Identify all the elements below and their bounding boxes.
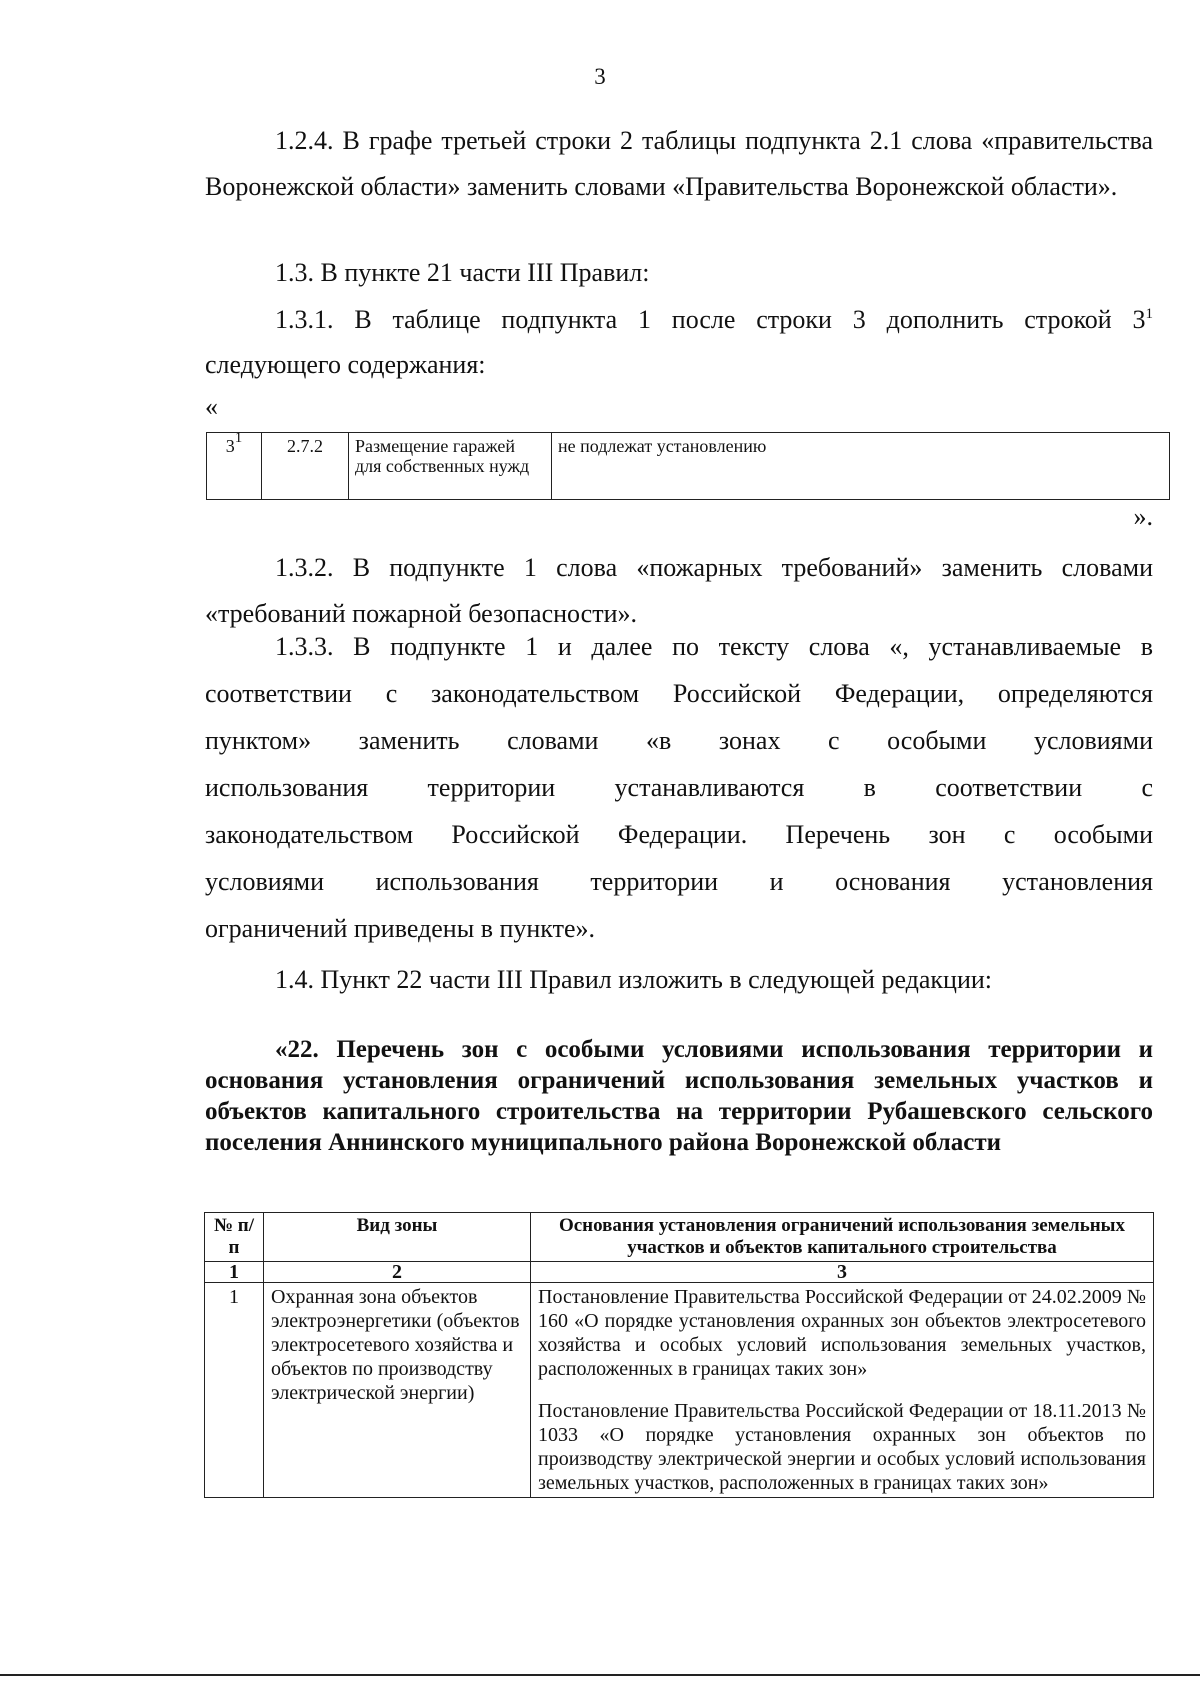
paragraph-1-3-1-continuation: следующего содержания: (205, 350, 486, 379)
paragraph-line: пунктом» заменить словами «в зонах с особыми условиями (205, 726, 1153, 755)
section-22-heading: «22. Перечень зон с особыми условиями использования территории и основания установления ограничений использования земельных участков и объектов капитального строительства на территории Рубашевского сельского поселения Аннинского муниципального района Воронежской области (205, 1036, 1153, 1156)
value-cell: не подлежат установлению (552, 433, 1170, 500)
column-number: 1 (205, 1262, 264, 1283)
page-number: 3 (594, 64, 606, 89)
superscript: 1 (1145, 306, 1153, 322)
header-zone-type: Вид зоны (264, 1213, 531, 1262)
paragraph-line: условиями использования территории и основания установления (205, 867, 1153, 896)
basis-cell (531, 1283, 1154, 1498)
name-cell: Размещение гаражей для собственных нужд (349, 433, 552, 500)
basis-document: Постановление Правительства Российской Федерации от 24.02.2009 № 160 «О порядке установления охранных зон объектов электросетевого хозяйства и особых условий использования земельных участков, расположенных в границах таких зон» (538, 1286, 1146, 1380)
column-number: 2 (264, 1262, 531, 1283)
paragraph-1-2-4: 1.2.4. В графе третьей строки 2 таблицы подпункта 2.1 слова «правительства Воронежской области» заменить словами «Правительства Воронежской области». (205, 126, 1153, 201)
column-number: 3 (531, 1262, 1154, 1283)
table-column-numbers-row (205, 1262, 1154, 1283)
table-row-3-1 (206, 432, 1170, 500)
close-quote: ». (1133, 502, 1153, 531)
paragraph-line: ограничений приведены в пункте». (205, 914, 595, 943)
table-row (207, 433, 1170, 500)
code-cell: 2.7.2 (262, 433, 349, 500)
header-number: № п/п (205, 1213, 264, 1262)
paragraph-1-3-2: 1.3.2. В подпункте 1 слова «пожарных требований» заменить словами «требований пожарной безопасности». (205, 553, 1153, 628)
paragraph-line: соответствии с законодательством Российской Федерации, определяются (205, 679, 1153, 708)
table-header-row (205, 1213, 1154, 1262)
header-basis: Основания установления ограничений использования земельных участков и объектов капитального строительства (531, 1213, 1154, 1262)
bottom-rule (0, 1674, 1200, 1676)
paragraph-line: использования территории устанавливаются в соответствии с (205, 773, 1153, 802)
row-number-cell: $3^1$ (207, 433, 262, 500)
paragraph-1-3: 1.3. В пункте 21 части III Правил: (275, 258, 650, 287)
basis-document: Постановление Правительства Российской Федерации от 18.11.2013 № 1033 «О порядке установления охранных зон объектов по производству электрической энергии и особых условий использования земельных участков, расположенных в границах таких зон» (538, 1400, 1146, 1494)
paragraph-1-3-1-text: 1.3.1. В таблице подпункта 1 после строки 3 дополнить строкой 3 (275, 305, 1146, 334)
paragraph-1-3-1 (275, 305, 1153, 335)
row-number: 1 (205, 1283, 264, 1498)
paragraph-line: 1.3.3. В подпункте 1 и далее по тексту слова «, устанавливаемые в (275, 632, 1153, 661)
paragraph-line: законодательством Российской Федерации. Перечень зон с особыми (205, 820, 1153, 849)
zones-table (204, 1212, 1154, 1498)
open-quote: « (205, 392, 218, 421)
table-row (205, 1283, 1154, 1498)
zone-type: Охранная зона объектов электроэнергетики (объектов электросетевого хозяйства и объектов по производству электрической энергии) (264, 1283, 531, 1498)
paragraph-1-4: 1.4. Пункт 22 части III Правил изложить в следующей редакции: (275, 965, 993, 994)
